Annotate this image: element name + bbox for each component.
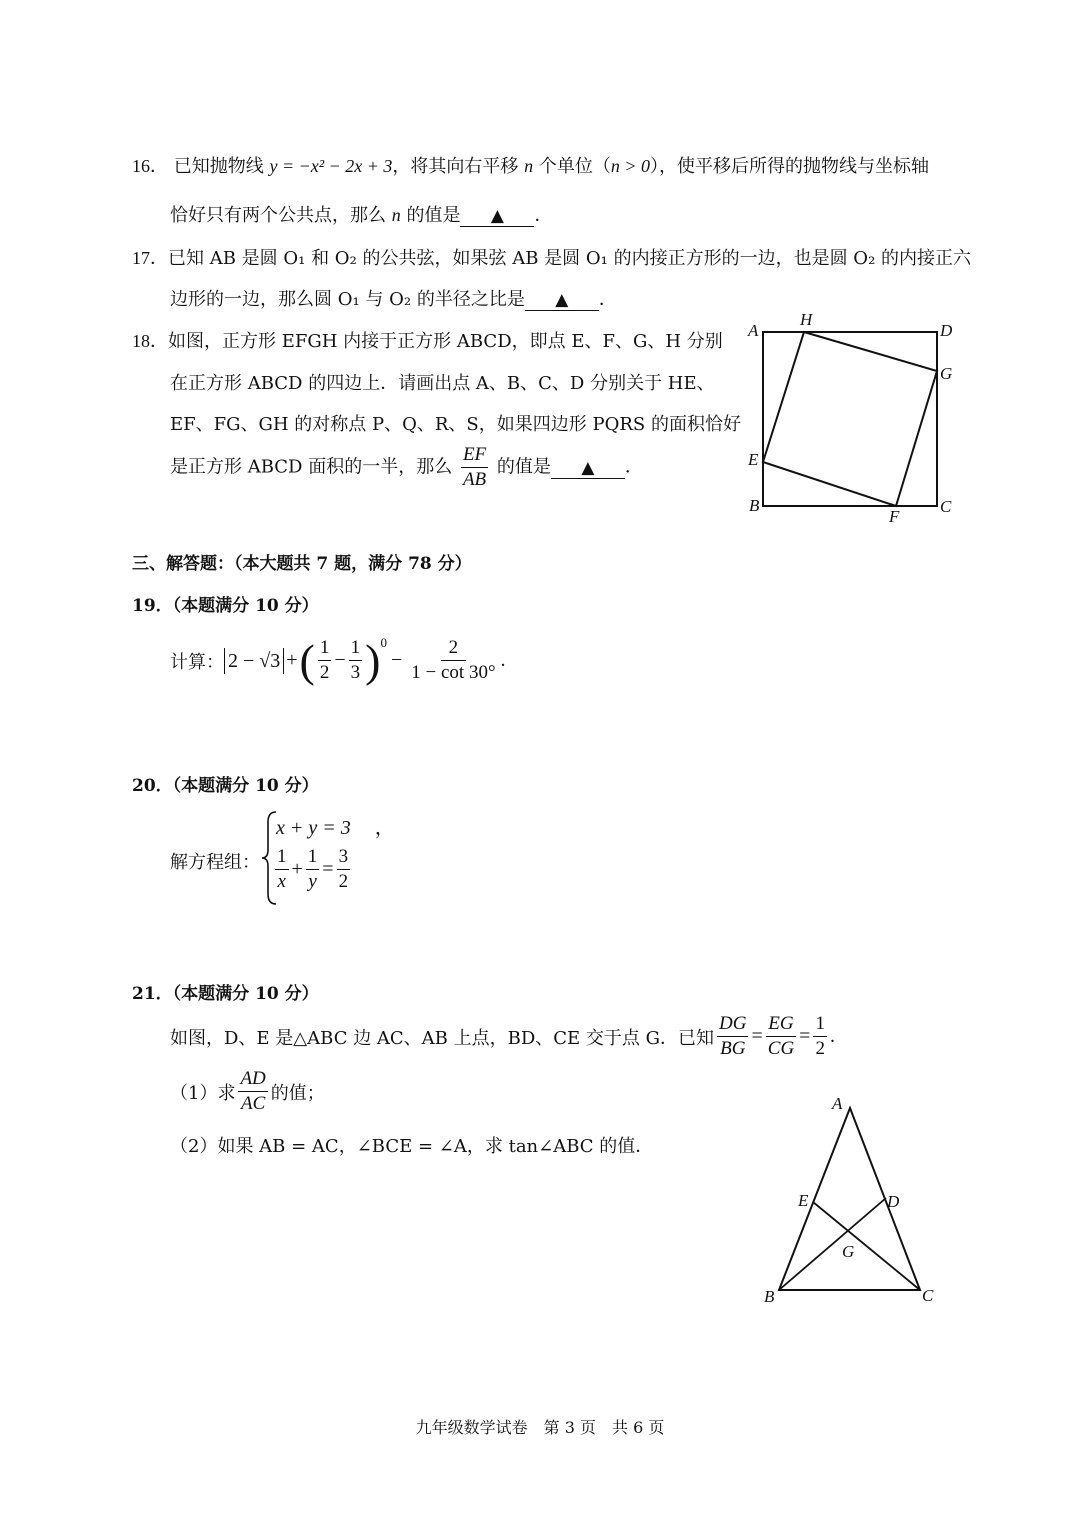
equation-1: x + y = 3 ， [276,817,395,839]
label-g: G [940,364,953,383]
answer-blank: ▲ [551,458,625,479]
question-21-heading: 21．（本题满分 10 分） [132,984,319,1004]
label-a: A [748,321,759,340]
text: 如图，正方形 EFGH 内接于正方形 ABCD，即点 E、F、G、H 分别 [168,331,723,352]
label-c: C [922,1286,934,1305]
variable: n [391,205,401,225]
text: 已知抛物线 [173,156,264,177]
equation: y = −x² − 2x + 3 [269,156,393,176]
text: 恰好只有两个公共点，那么 [170,205,386,226]
question-19-expression: 计算： 2 − √3 + ( $\frac{1}{2}$ − $\frac{1}{3}$ ) 0 − $\frac{2}{1 - \cot 30^\circ}$ . [170,634,506,686]
fraction-half: $\frac{1}{2}$ [319,637,330,683]
question-21-line1: 如图，D、E 是△ABC 边 AC、AB 上点，BD、CE 交于点 G．已知 $\frac{DG}{BG}$ = $\frac{EG}{CG}$ = $\frac{1}{2}$ . [170,1013,835,1059]
fraction-third: $\frac{1}{3}$ [350,637,361,683]
page-footer: 九年级数学试卷 第 3 页 共 6 页 [415,1418,665,1437]
absolute-value: 2 − √3 [224,648,284,674]
label-h: H [800,310,813,329]
fraction-ad-ac: $\frac{AD}{AC}$ [240,1068,266,1114]
answer-blank: ▲ [525,290,599,311]
fraction-1-y: $\frac{1}{y}$ [307,846,318,892]
fraction-3-2: $\frac{3}{2}$ [338,846,349,892]
fraction-one-half: $\frac{1}{2}$ [815,1013,825,1059]
question-18-line4: 是正方形 ABCD 面积的一半，那么 $\frac{EF}{AB}$ 的值是 ▲ ． [170,444,643,490]
label-d: D [887,1192,900,1211]
question-17-line1 [132,244,971,270]
question-21-part1 [170,1068,325,1115]
square-efgh [763,332,937,506]
question-21-part2: （2）如果 AB = AC，∠BCE = ∠A，求 tan∠ABC 的值． [170,1136,654,1157]
fraction-1-x: $\frac{1}{x}$ [277,846,287,892]
text: ，将其向右平移 [392,156,519,177]
fraction-ef-ab: $\frac{EF}{AB}$ [462,444,487,490]
text: 的值是 [406,205,461,226]
figure-triangle [760,1090,950,1310]
label-c: C [940,497,952,516]
square-abcd [763,332,937,506]
label-d: D [940,321,953,340]
variable: n [524,156,534,176]
exponent: 0 [380,635,387,650]
text: 的值是 [496,456,551,478]
text: EF、FG、GH 的对称点 P、Q、R、S，如果四边形 PQRS 的面积恰好 [170,414,741,435]
question-20-heading: 20．（本题满分 10 分） [132,776,319,796]
question-16-line1 [132,152,929,178]
text: 个单位（ [538,156,611,177]
segment-bd [779,1198,886,1290]
fraction-cot: $\frac{2}{1 - \cot 30^\circ}$ [411,637,496,683]
fraction-eg-cg: $\frac{EG}{CG}$ [767,1013,795,1059]
fraction-dg-bg: $\frac{DG}{BG}$ [719,1013,747,1059]
label-g: G [842,1242,855,1261]
question-16-line2: 恰好只有两个公共点，那么 n 的值是 ▲ ． [170,205,553,226]
question-18-line1 [132,327,723,353]
label-b: B [764,1287,775,1306]
question-18-line2 [170,369,715,395]
section-title: 三、解答题：（本大题共 7 题，满分 78 分） [132,554,472,574]
label-e: E [748,450,759,469]
question-19-heading: 19．（本题满分 10 分） [132,596,319,616]
label-f: F [889,507,900,526]
text: （1）求 [170,1082,236,1104]
equation-2: $\frac{1}{x}$ + $\frac{1}{y}$ = $\frac{3}{2}$ [277,846,349,892]
text: 的值； [270,1082,325,1104]
text: 边形的一边，那么圆 O₁ 与 O₂ 的半径之比是 [170,289,525,310]
text: 如图，D、E 是△ABC 边 AC、AB 上点，BD、CE 交于点 G．已知 [170,1027,715,1049]
label: 计算： [170,651,224,673]
text: ），使平移后所得的抛物线与坐标轴 [650,156,930,177]
question-number: 17． [132,248,168,268]
question-number: 18． [132,331,168,351]
label-e: E [798,1191,809,1210]
question-17-line2: 边形的一边，那么圆 O₁ 与 O₂ 的半径之比是 ▲ ． [170,289,617,310]
label-a: A [832,1094,843,1113]
figure-squares [740,305,970,530]
question-number: 16． [132,156,168,176]
condition: n > 0 [610,156,651,176]
text: 在正方形 ABCD 的四边上．请画出点 A、B、C、D 分别关于 HE、 [170,373,715,394]
label-b: B [749,496,760,515]
question-20-label: 解方程组： [170,852,260,873]
question-18-line3 [170,410,741,436]
answer-blank: ▲ [460,206,534,227]
text: 已知 AB 是圆 O₁ 和 O₂ 的公共弦，如果弦 AB 是圆 O₁ 的内接正方形的一边，也是圆 O₂ 的内接正六 [168,248,972,269]
text: 是正方形 ABCD 面积的一半，那么 [170,456,453,478]
